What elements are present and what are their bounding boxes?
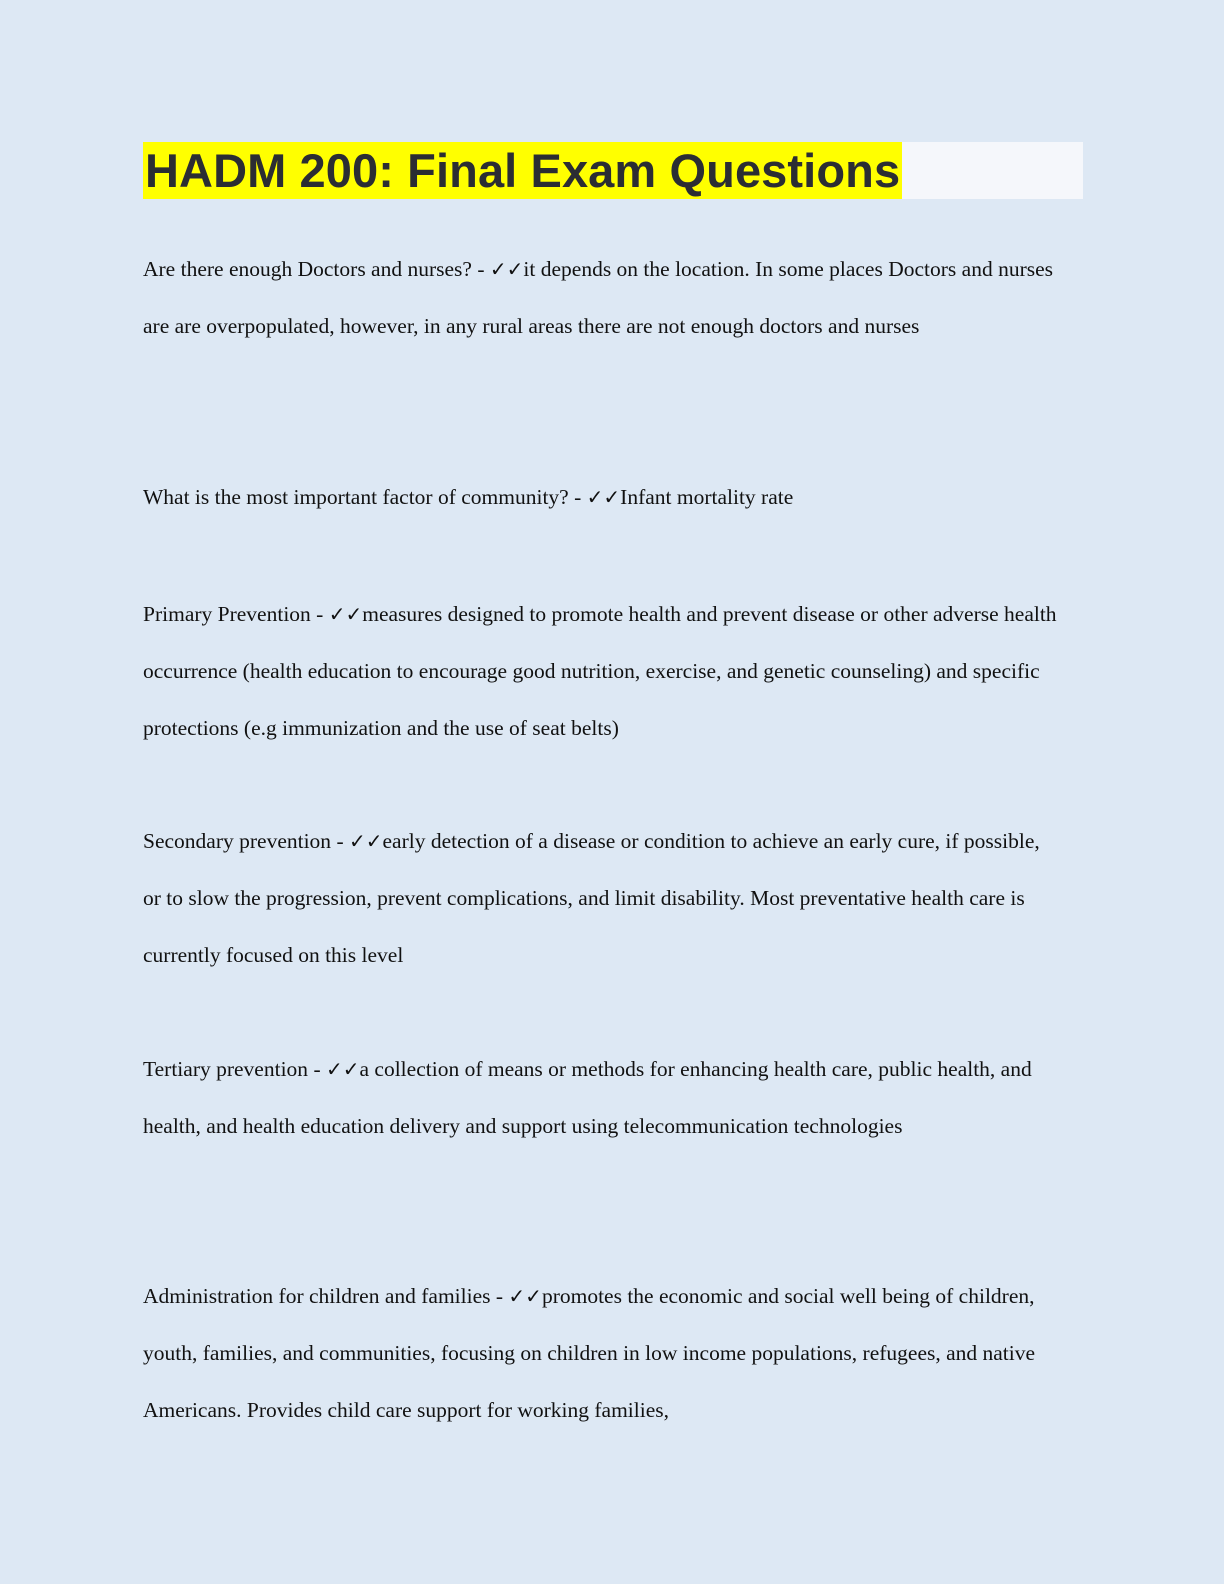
qa-entry-1 — [143, 241, 1058, 355]
entry-separator: - — [310, 602, 329, 626]
entry-separator: - — [568, 485, 587, 509]
entry-answer: Infant mortality rate — [620, 485, 794, 509]
document-title: HADM 200: Final Exam Questions — [145, 144, 901, 197]
entry-answer: measures designed to promote health and prevent disease or other adverse health occurrence (health education to encourage good nutrition, exercise, and genetic counseling) and specific protections (e.g immunization and the use of seat belts) — [143, 602, 1057, 740]
qa-entry-3 — [143, 586, 1058, 757]
entry-separator: - — [490, 1284, 509, 1308]
double-check-icon: ✓✓ — [325, 1057, 360, 1081]
entry-term: Tertiary prevention — [143, 1057, 309, 1081]
qa-entry-5 — [143, 1041, 1058, 1155]
entry-term: What is the most important factor of community? — [143, 485, 569, 509]
entry-separator: - — [331, 829, 349, 853]
entry-answer: it depends on the location. In some places Doctors and nurses are are overpopulated, however, in any rural areas there are not enough doctors and nurses — [143, 257, 1054, 338]
entry-separator: - — [471, 257, 490, 281]
entry-answer: a collection of means or methods for enhancing health care, public health, and health, and health education delivery and support using telecommunication technologies — [143, 1057, 1032, 1138]
qa-entry-6 — [143, 1268, 1058, 1439]
entry-answer: early detection of a disease or condition to achieve an early cure, if possible, or to slow the progression, prevent complications, and limit disability. Most preventative health care is currently focused on this level — [143, 829, 1040, 967]
double-check-icon: ✓✓ — [348, 829, 383, 853]
entry-term: Are there enough Doctors and nurses? — [143, 257, 472, 281]
entry-answer: promotes the economic and social well being of children, youth, families, and communities, focusing on children in low income populations, refugees, and native Americans. Provides child care support for working families, — [143, 1284, 1036, 1422]
qa-entry-4 — [143, 813, 1058, 984]
qa-entry-2 — [143, 469, 1058, 526]
entry-separator: - — [308, 1057, 326, 1081]
double-check-icon: ✓✓ — [586, 485, 621, 509]
double-check-icon: ✓✓ — [489, 257, 524, 281]
entry-term: Administration for children and families — [143, 1284, 491, 1308]
entry-term: Primary Prevention — [143, 602, 311, 626]
double-check-icon: ✓✓ — [328, 602, 363, 626]
double-check-icon: ✓✓ — [508, 1284, 542, 1308]
entry-term: Secondary prevention — [143, 829, 332, 853]
